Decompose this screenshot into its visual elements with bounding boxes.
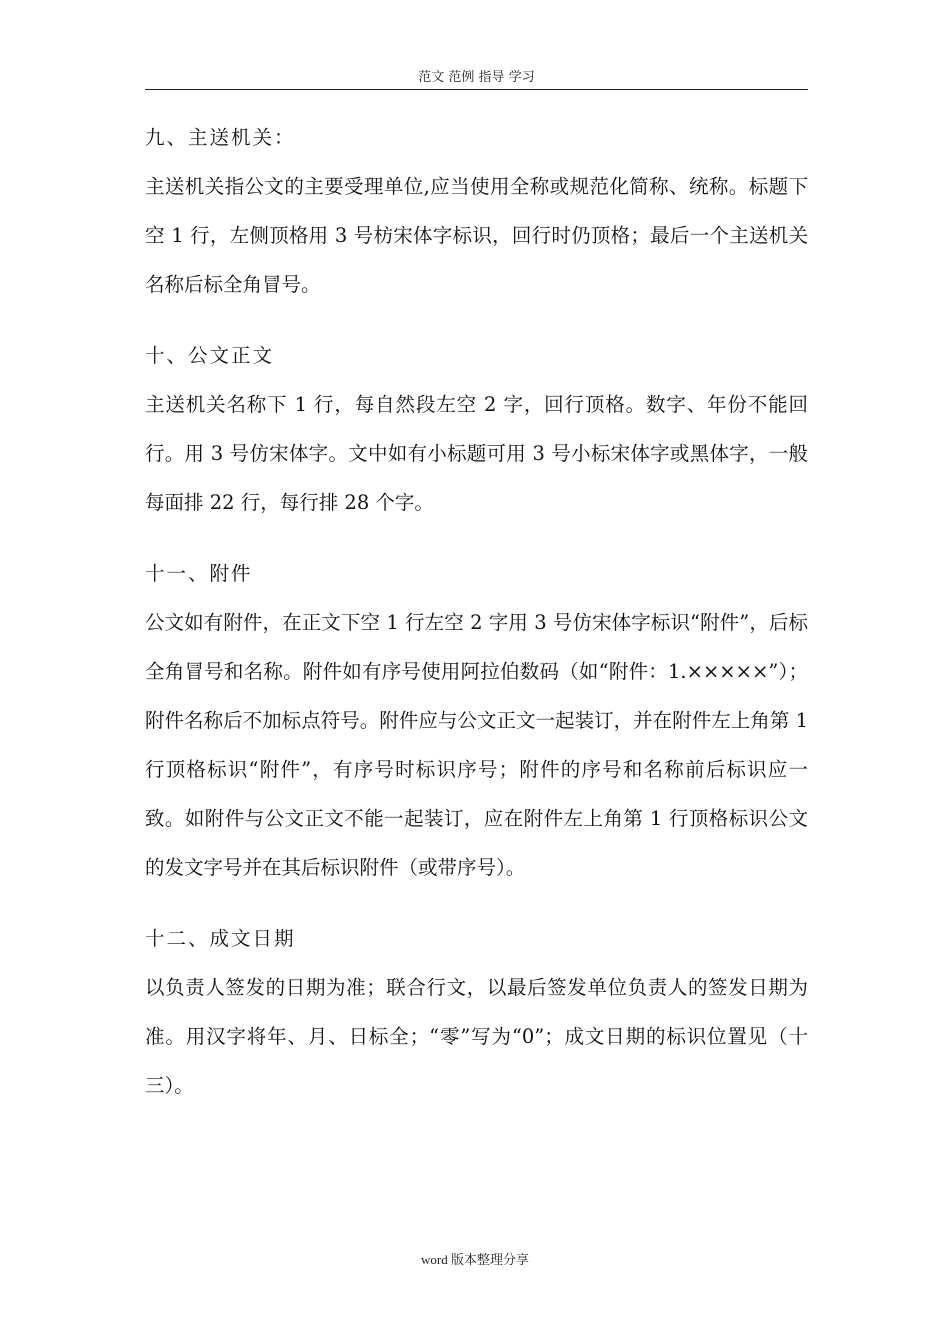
section-paragraph: 主送机关指公文的主要受理单位,应当使用全称或规范化简称、统称。标题下空 1 行，左侧顶格用 3 号枋宋体字标识，回行时仍顶格；最后一个主送机关名称后标全角冒号。: [145, 175, 808, 296]
section-issue-date: [145, 914, 808, 1110]
section-heading: 十一、附件: [145, 562, 253, 585]
section-main-text: [145, 331, 808, 527]
section-heading: 十、公文正文: [145, 344, 275, 367]
section-main-recipient: [145, 113, 808, 309]
section-paragraph: 公文如有附件，在正文下空 1 行左空 2 字用 3 号仿宋体字标识“附件”，后标全角冒号和名称。附件如有序号使用阿拉伯数码（如“附件：1.×××××”）；附件名称后不加标点符号。附件应与公文正文一起装订，并在附件左上角第 1 行顶格标识“附件”，有序号时标识序号；附件的序号和名称前后标识应一致。如附件与公文正文不能一起装订，应在附件左上角第 1 行顶格标识公文的发文字号并在其后标识附件（或带序号）。: [145, 611, 808, 879]
page-header: 范文 范例 指导 学习: [145, 70, 808, 90]
section-attachments: [145, 549, 808, 892]
section-paragraph: 主送机关名称下 1 行，每自然段左空 2 字，回行顶格。数字、年份不能回行。用 3 号仿宋体字。文中如有小标题可用 3 号小标宋体字或黑体字，一般每面排 22 行，每行排 28 个字。: [145, 393, 808, 514]
section-paragraph: 以负责人签发的日期为准；联合行文，以最后签发单位负责人的签发日期为准。用汉字将年、月、日标全；“零”写为“0”；成文日期的标识位置见（十三）。: [145, 976, 808, 1097]
document-body: [145, 113, 808, 1132]
page-footer: word 版本整理分享: [421, 1252, 529, 1267]
section-heading: 九、主送机关：: [145, 126, 296, 149]
section-heading: 十二、成文日期: [145, 927, 296, 950]
